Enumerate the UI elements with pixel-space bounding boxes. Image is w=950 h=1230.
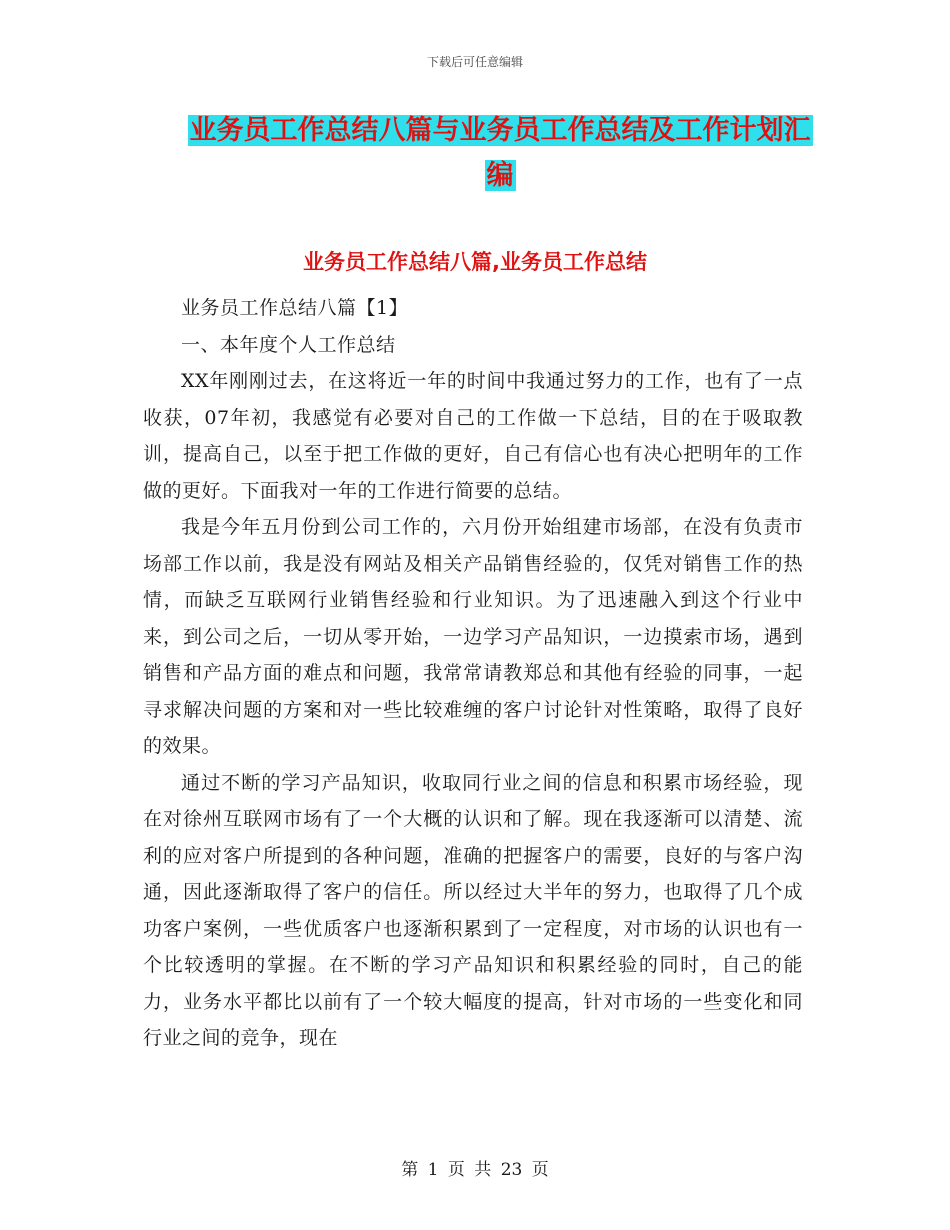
page-header-note: 下载后可任意编辑 bbox=[426, 55, 523, 69]
section-label: 业务员工作总结八篇【1】 bbox=[181, 297, 409, 319]
document-title bbox=[180, 108, 820, 198]
body-paragraph: 通过不断的学习产品知识，收取同行业之间的信息和积累市场经验，现在对徐州互联网市场有了一个大概的认识和了解。现在我逐渐可以清楚、流利的应对客户所提到的各种问题，准确的把握客户的需要，良好的与客户沟通，因此逐渐取得了客户的信任。所以经过大半年的努力，也取得了几个成功客户案例，一些优质客户也逐渐积累到了一定程度，对市场的认识也有一个比较透明的掌握。在不断的学习产品知识和积累经验的同时，自己的能力，业务水平都比以前有了一个较大幅度的提高，针对市场的一些变化和同行业之间的竞争，现在 bbox=[143, 771, 803, 1049]
page-number-footer: 第 1 页 共 23 页 bbox=[401, 1160, 549, 1180]
document-body bbox=[143, 290, 803, 1057]
section-heading: 一、本年度个人工作总结 bbox=[181, 333, 396, 356]
document-subtitle: 业务员工作总结八篇,业务员工作总结 bbox=[303, 250, 647, 274]
body-paragraph: XX年刚刚过去，在这将近一年的时间中我通过努力的工作，也有了一点收获，07年初，我感觉有必要对自己的工作做一下总结，目的在于吸取教训，提高自己，以至于把工作做的更好，自己有信心也有决心把明年的工作做的更好。下面我对一年的工作进行简要的总结。 bbox=[143, 370, 803, 502]
body-paragraph: 我是今年五月份到公司工作的，六月份开始组建市场部，在没有负责市场部工作以前，我是没有网站及相关产品销售经验的，仅凭对销售工作的热情，而缺乏互联网行业销售经验和行业知识。为了迅速融入到这个行业中来，到公司之后，一切从零开始，一边学习产品知识，一边摸索市场，遇到销售和产品方面的难点和问题，我常常请教郑总和其他有经验的同事，一起寻求解决问题的方案和对一些比较难缠的客户讨论针对性策略，取得了良好的效果。 bbox=[143, 516, 803, 757]
document-title-line-1: 业务员工作总结八篇与业务员工作总结及工作计划汇 bbox=[189, 115, 811, 146]
document-title-line-2: 编 bbox=[486, 160, 514, 191]
